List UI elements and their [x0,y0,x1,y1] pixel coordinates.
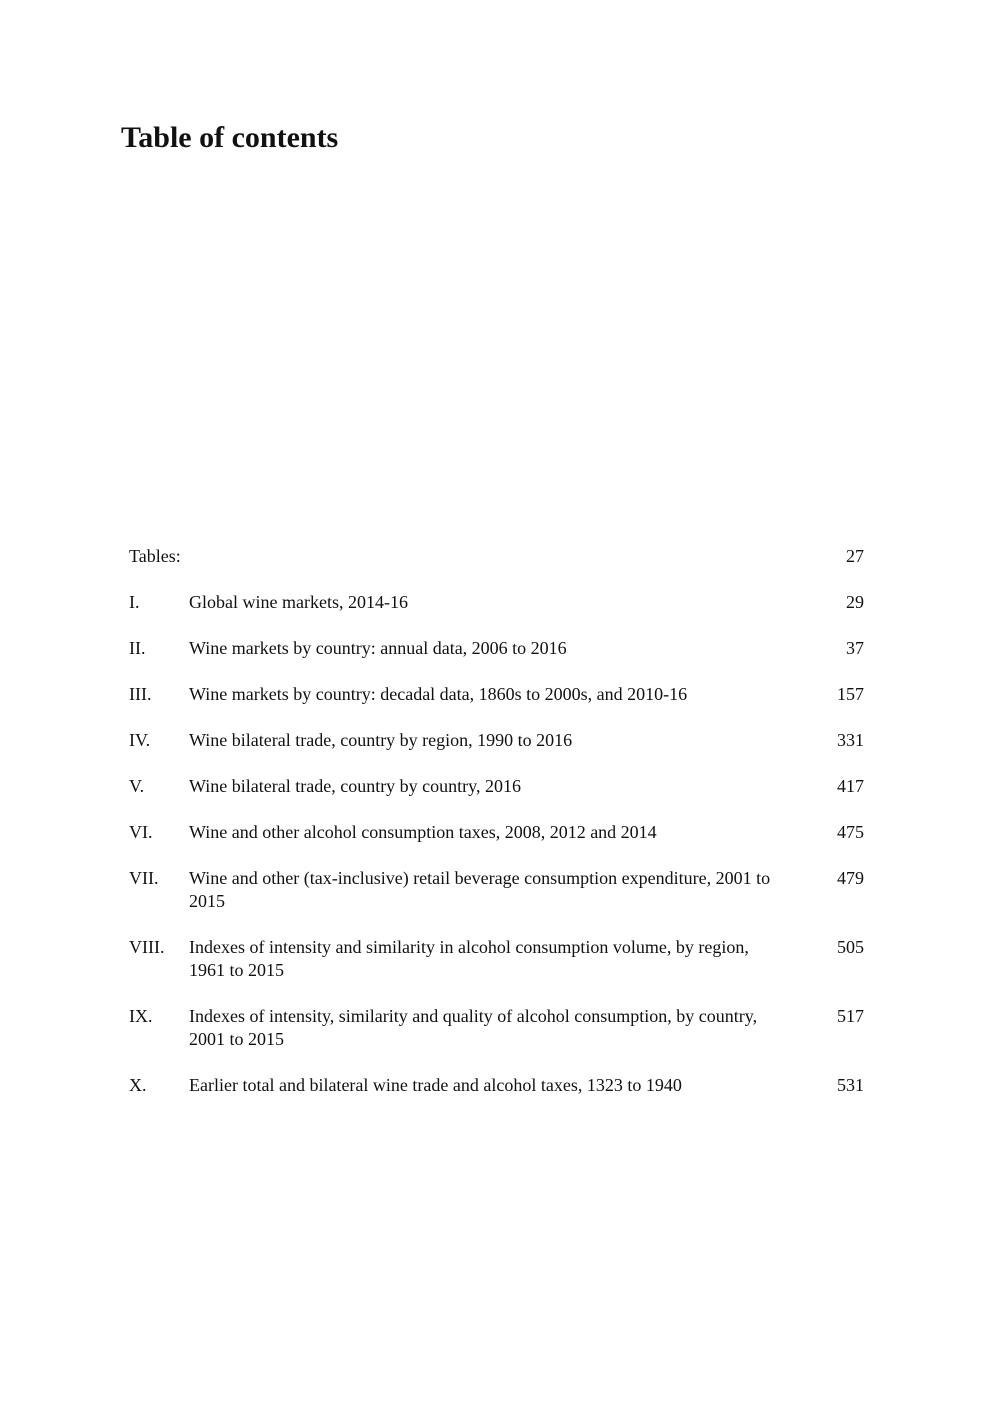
toc-entry[interactable] [129,637,864,660]
toc-page-number: 29 [846,592,864,612]
toc-page-number: 517 [837,1006,864,1026]
toc-entry-title: Global wine markets, 2014-16 [189,592,408,612]
toc-page-number: 505 [837,937,864,957]
toc-entry-title: Wine bilateral trade, country by country, 2016 [189,776,521,796]
toc-page-number: 331 [837,730,864,750]
toc-entry-number: II. [129,638,146,658]
toc-entry[interactable] [129,775,864,798]
toc-heading-label: Tables: [129,546,181,566]
toc-entry[interactable] [129,1074,864,1097]
toc-entry-title: Indexes of intensity, similarity and quality of alcohol consumption, by country, 2001 to 2015 [189,1006,758,1049]
toc-entry-number: I. [129,592,140,612]
toc-entry-number: IX. [129,1006,153,1026]
table-of-contents [129,545,864,1120]
toc-entry[interactable] [129,867,864,913]
toc-entry-title: Wine and other alcohol consumption taxes, 2008, 2012 and 2014 [189,822,657,842]
toc-entry-title: Wine bilateral trade, country by region, 1990 to 2016 [189,730,573,750]
toc-entry[interactable] [129,821,864,844]
toc-entry-title: Wine markets by country: annual data, 2006 to 2016 [189,638,567,658]
toc-entry-number: IV. [129,730,151,750]
toc-entry-number: III. [129,684,152,704]
toc-entry[interactable] [129,1005,864,1051]
toc-page-number: 417 [837,776,864,796]
toc-entry[interactable] [129,936,864,982]
toc-page-number: 531 [837,1075,864,1095]
toc-entry-title: Earlier total and bilateral wine trade and alcohol taxes, 1323 to 1940 [189,1075,682,1095]
toc-page-number: 157 [837,684,864,704]
page-title: Table of contents [121,121,339,154]
toc-page-number: 479 [837,868,864,888]
toc-entry[interactable] [129,683,864,706]
toc-entry-number: VI. [129,822,153,842]
toc-entry-title: Wine markets by country: decadal data, 1860s to 2000s, and 2010-16 [189,684,688,704]
toc-entry-number: VII. [129,868,159,888]
toc-entry[interactable] [129,729,864,752]
toc-page-number: 27 [846,546,864,566]
toc-entry-number: VIII. [129,937,165,957]
toc-entry-title: Wine and other (tax-inclusive) retail beverage consumption expenditure, 2001 to 2015 [189,868,771,911]
toc-entry[interactable] [129,591,864,614]
toc-tables-heading[interactable] [129,545,864,568]
toc-entry-number: X. [129,1075,147,1095]
toc-page-number: 475 [837,822,864,842]
toc-entry-number: V. [129,776,145,796]
toc-page-number: 37 [846,638,864,658]
toc-entry-title: Indexes of intensity and similarity in alcohol consumption volume, by region, 1961 to 2015 [189,937,749,980]
